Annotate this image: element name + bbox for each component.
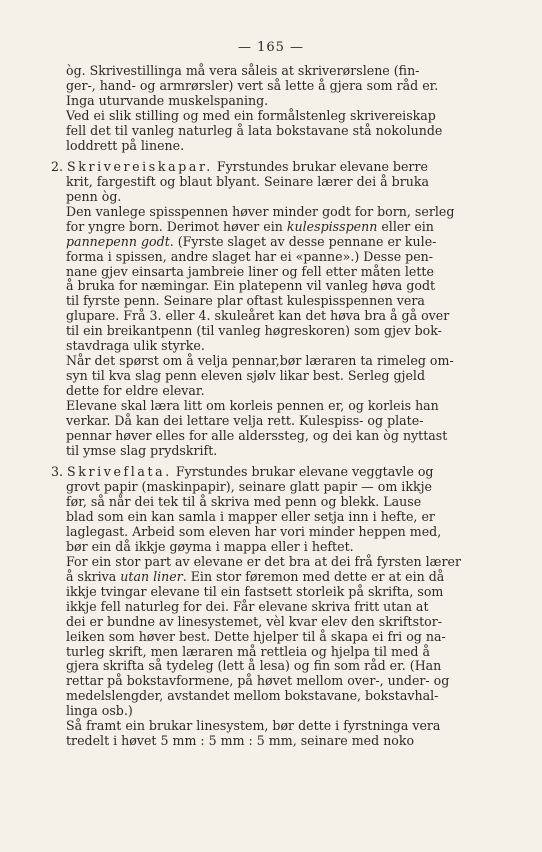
text-line: grovt papir (maskinpapir), seinare glatt papir — om ikkje [66,478,432,494]
text-line: Den vanlege spisspennen høver minder godt for born, serleg [66,203,455,219]
text-line: stavdraga ulik styrke. [66,338,205,354]
emphasis: pannepenn godt [66,233,170,249]
text-line: Elevane skal læra litt om korleis pennen er, og korleis han [66,398,439,414]
text-line: Ved ei slik stilling og med ein formålstenleg skrivereiskap [66,107,436,123]
text-line: ikkje tvingar elevane til ein fastsett storleik på skrifta, som [66,583,444,599]
text-line: dei er bundne av linesystemet, vèl kvar elev den skriftstor- [66,613,442,629]
text-line: pennar høver elles for alle alderssteg, og dei kan òg nyttast [66,428,448,443]
text-line: turleg skrift, men læraren må rettleia og hjelpa til med å [66,643,430,659]
text-line: dette for eldre elevar. [66,383,205,399]
text-line: krit, fargestift og blaut blyant. Seinare lærer dei å bruka [66,173,429,189]
text-line: til ein breikantpenn (til vanleg høgreskoren) som gjev bok- [66,323,442,339]
text-line: Inga uturvande muskelspaning. [66,92,269,108]
text-line: blad som ein kan samla i mapper eller setja inn i hefte, er [66,508,435,524]
text-line: laglegast. Arbeid som eleven har vori minder heppen med, [66,523,442,539]
text-line: til ymse slag prydskrift. [66,443,218,458]
text-line: før, så når dei tek til å skriva med penn og blekk. Lause [66,493,422,509]
section-title: Skriveflata. [67,464,172,479]
text-line: å bruka for næmingar. Ein platepenn vil vanleg høva godt [66,278,436,294]
text-line: penn òg. [66,188,122,204]
text-line: òg. Skrivestillinga må vera såleis at skriverørslene (fin- [66,63,420,78]
emphasis: kulespisspenn [286,218,378,234]
text-line: pannepenn godt. (Fyrste slaget av desse pennane er kule- [66,233,437,249]
text-line: gjera skrifta så tydeleg (lett å lesa) og fin som råd er. (Han [66,658,442,674]
text-line: glupare. Frå 3. eller 4. skuleåret kan det høva bra å gå over [66,308,450,324]
text-line: verkar. Då kan dei lettare velja rett. Kulespiss- og plate- [66,413,424,429]
text-line: for yngre born. Derimot høver ein kulespisspenn eller ein [66,218,434,234]
text-line: loddrett på linene. [66,137,185,153]
text-line: bør ein då ikkje gøyma i mappa eller i heftet. [66,538,354,554]
text-line: forma i spissen, andre slaget har ei «panne».) Desse pen- [66,248,434,264]
text-line: Så framt ein brukar linesystem, bør dette i fyrstninga vera [66,718,441,734]
text-line: å skriva utan liner. Ein stor føremon med dette er at ein då [66,568,445,584]
text-line: rettar på bokstavformene, på høvet mellom over-, under- og [66,673,450,689]
section-text: Fyrstundes brukar elevane berre [212,158,428,174]
text-line: nane gjev einsarta jambreie liner og fell etter måten lette [66,263,434,279]
text-line: For ein stor part av elevane er det bra at dei frå fyrsten lærer [66,553,461,569]
text-line: til fyrste penn. Seinare plar oftast kulespisspennen vera [66,293,425,309]
section-heading-line [51,465,433,479]
section-number: 3. [51,464,68,479]
text-line: linga osb.) [66,703,133,719]
page-number: — 165 — [237,40,305,55]
text-line: medelslengder, avstandet mellom bokstavane, bokstavhal- [66,688,439,704]
emphasis: utan liner [120,568,183,584]
text-line: syn til kva slag penn eleven sjølv likar best. Serleg gjeld [66,368,426,384]
section-text: Fyrstundes brukar elevane veggtavle og [171,464,434,479]
text-line: leiken som høver best. Dette hjelper til å skapa ei fri og na- [66,628,446,644]
text-line: tredelt i høvet 5 mm : 5 mm : 5 mm, seinare med noko [66,733,415,749]
text-line: ikkje fell naturleg for dei. Får elevane skriva fritt utan at [66,598,429,614]
section-heading-line [51,160,428,174]
text-line: fell det til vanleg naturleg å lata bokstavane stå nokolunde [66,122,443,138]
text-line: Når det spørst om å velja pennar,bør læraren ta rimeleg om- [66,353,454,369]
section-title: Skrivereiskapar. [67,158,213,174]
section-number: 2. [51,158,68,174]
text-line: ger-, hand- og armrørsler) vert så lette å gjera som råd er. [66,78,439,93]
